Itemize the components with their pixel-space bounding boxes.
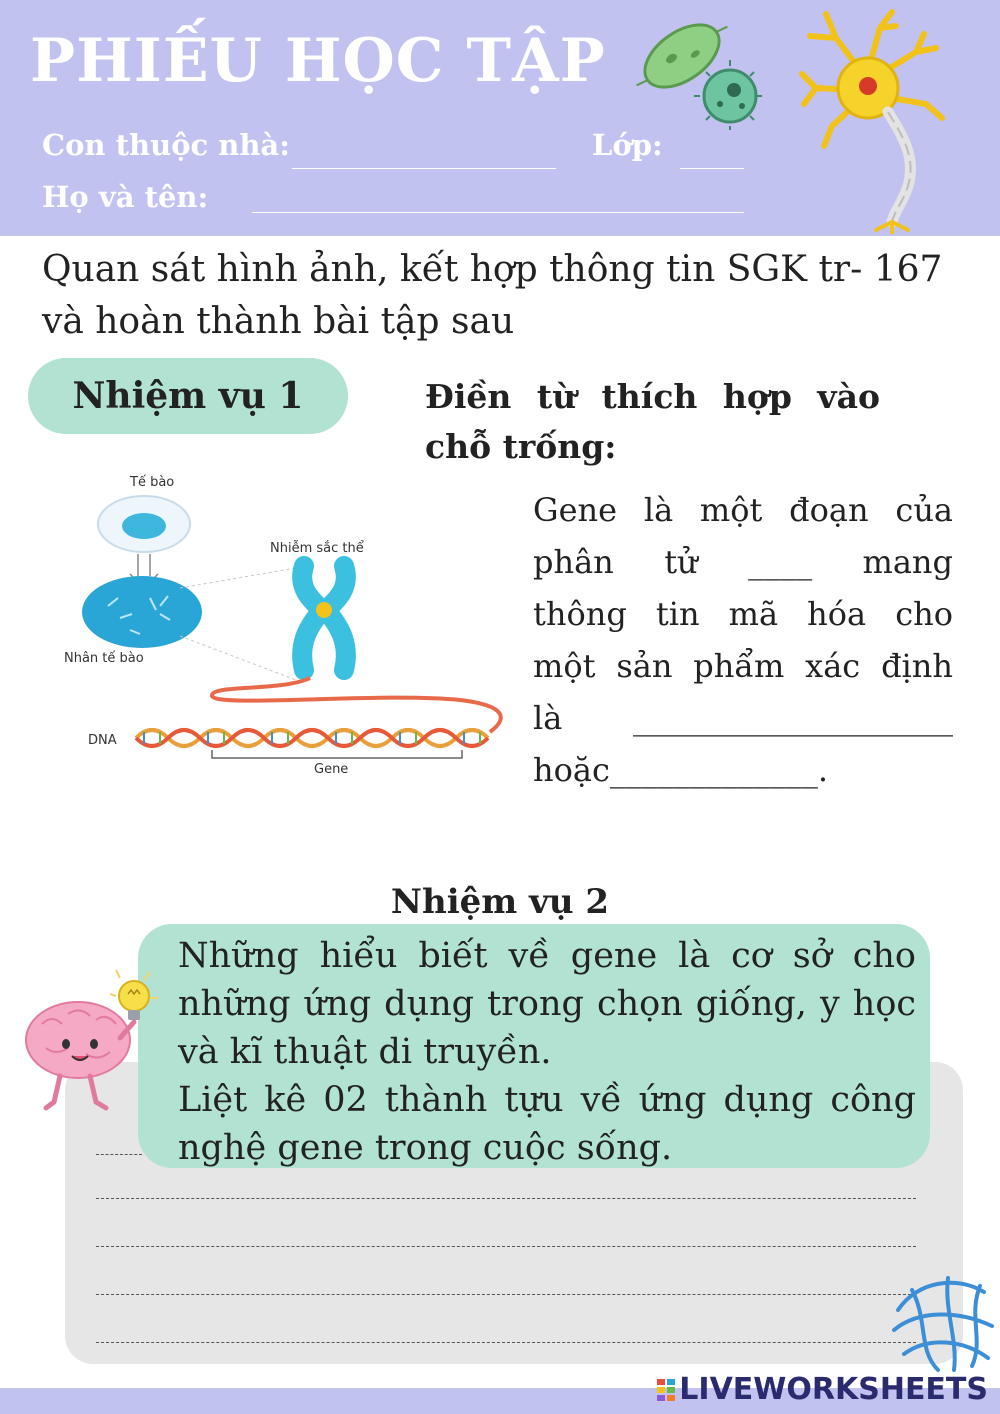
task2-prompt-text <box>178 932 916 1172</box>
class-label: Lớp: <box>592 128 663 162</box>
task1-line-6[interactable]: hoặc_____________. <box>533 751 829 789</box>
answer-line-3[interactable] <box>96 1246 916 1247</box>
liveworksheets-mark-icon <box>657 1377 675 1403</box>
answer-line-4[interactable] <box>96 1294 916 1295</box>
task1-title: Nhiệm vụ 1 <box>72 375 304 417</box>
task1-line-4: một sản phẩm xác định <box>533 647 953 685</box>
bacteria-icon <box>632 6 762 130</box>
name-label: Họ và tên: <box>42 180 209 214</box>
task1-line-3: thông tin mã hóa cho <box>533 595 953 633</box>
class-field[interactable] <box>680 168 744 169</box>
answer-line-1[interactable] <box>96 1154 142 1155</box>
dna-helix-shape <box>136 730 488 746</box>
nucleus-shape <box>82 576 202 648</box>
task1-instruction: Điền từ thích hợp vào chỗ trống: <box>425 377 880 466</box>
network-icon <box>888 1270 1000 1374</box>
chromosome-label: Nhiễm sắc thể <box>270 541 364 556</box>
dna-label: DNA <box>88 733 117 748</box>
intro-line-1: Quan sát hình ảnh, kết hợp thông tin SGK tr- 167 <box>42 249 943 290</box>
task1-title-pill <box>28 358 348 434</box>
brain-mascot-icon <box>16 964 166 1114</box>
nucleus-label: Nhân tế bào <box>64 651 144 666</box>
task2-line-1: Những hiểu biết về gene là cơ sở cho <box>178 936 916 976</box>
cell-label: Tế bào <box>130 475 175 490</box>
house-label: Con thuộc nhà: <box>42 128 290 162</box>
house-field[interactable] <box>292 168 556 169</box>
task1-line-2[interactable]: phân tử ____ mang <box>533 543 953 581</box>
logo-text: LIVEWORKSHEETS <box>679 1372 988 1407</box>
liveworksheets-logo <box>657 1372 988 1407</box>
gene-bracket <box>212 750 462 758</box>
cell-nucleus-shape <box>122 513 166 539</box>
page-title: PHIẾU HỌC TẬP <box>30 26 606 96</box>
chromosome-shape <box>302 566 346 670</box>
gene-label: Gene <box>314 762 349 777</box>
task1-line-1: Gene là một đoạn của <box>533 491 953 529</box>
task2-line-4: Liệt kê 02 thành tựu về ứng dụng công <box>178 1080 916 1120</box>
intro-line-2: và hoàn thành bài tập sau <box>42 301 515 342</box>
task2-line-5: nghệ gene trong cuộc sống. <box>178 1128 673 1168</box>
task2-line-2: những ứng dụng trong chọn giống, y học <box>178 984 916 1024</box>
answer-line-5[interactable] <box>96 1342 916 1343</box>
intro-text <box>42 244 972 348</box>
header-banner <box>0 0 1000 236</box>
task1-fill-text <box>533 484 953 796</box>
task1-line-5[interactable]: là ____________________ <box>533 699 953 737</box>
gene-diagram <box>60 470 520 790</box>
neuron-icon <box>796 8 946 234</box>
task2-title: Nhiệm vụ 2 <box>390 882 610 922</box>
task2-line-3: và kĩ thuật di truyền. <box>178 1032 552 1072</box>
name-field[interactable] <box>252 212 744 213</box>
dna-strand <box>212 678 501 732</box>
answer-line-2[interactable] <box>96 1198 916 1199</box>
